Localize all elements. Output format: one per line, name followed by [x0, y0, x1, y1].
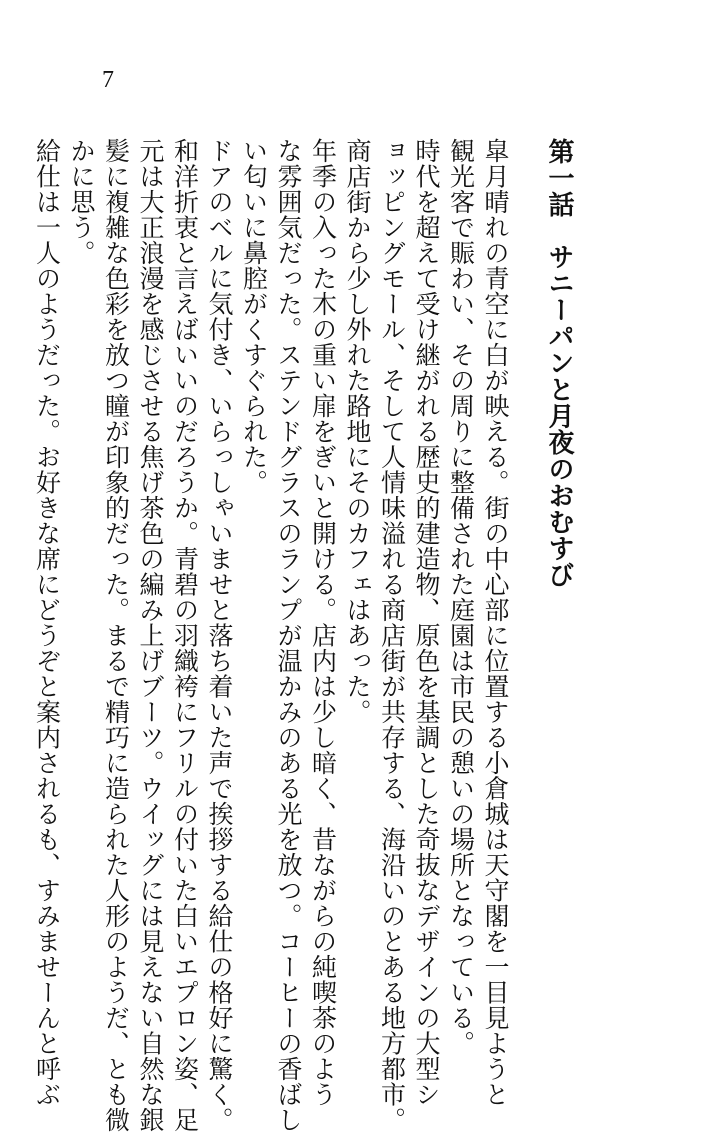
text-column: な雰囲気だった。ステンドグラスのランプが温かみのある光を放つ。コーヒーの香ばし: [274, 138, 303, 1133]
text-column: 和洋折衷と言えばいいのだろうか。青碧の羽織袴にフリルの付いた白いエプロン姿、足: [170, 138, 200, 1133]
chapter-heading: [544, 138, 574, 588]
chapter-label: 第一話: [544, 138, 574, 218]
page-number: 7: [102, 67, 114, 93]
text-column: 給仕は一人のようだった。お好きな席にどうぞと案内されるも、すみませーんと呼ぶ: [32, 138, 62, 1107]
text-column: かに思う。: [67, 138, 96, 266]
chapter-title: サニーパンと月夜のおむすび: [544, 243, 574, 588]
text-column: 年季の入った木の重い扉をぎいと開ける。店内は少し暗く、昔ながらの純喫茶のよう: [308, 138, 338, 1107]
text-column: 商店街から少し外れた路地にそのカフェはあった。: [343, 138, 372, 725]
text-column: い匂いに鼻腔がくすぐられた。: [239, 138, 269, 495]
text-column: ョッピングモール、そして人情味溢れる商店街が共存する、海沿いのとある地方都市。: [377, 138, 407, 1133]
body-text: [29, 138, 512, 1133]
text-column: 時代を超えて受け継がれる歴史的建造物、原色を基調とした奇抜なデザインの大型シ: [412, 138, 441, 1107]
text-column: ドアのベルに気付き、いらっしゃいませと落ち着いた声で挨拶する給仕の格好に驚く。: [205, 138, 234, 1133]
text-column: 髪に複雑な色彩を放つ瞳が印象的だった。まるで精巧に造られた人形のようだ、とも微: [101, 138, 131, 1133]
text-column: 元は大正浪漫を感じさせる焦げ茶色の編み上げブーツ。ウイッグには見えない自然な銀: [136, 138, 165, 1133]
text-column: 観光客で賑わい、その周りに整備された庭園は市民の憩いの場所となっている。: [446, 138, 476, 1056]
text-column: 皐月晴れの青空に白が映える。街の中心部に位置する小倉城は天守閣を一目見ようと: [481, 138, 510, 1107]
